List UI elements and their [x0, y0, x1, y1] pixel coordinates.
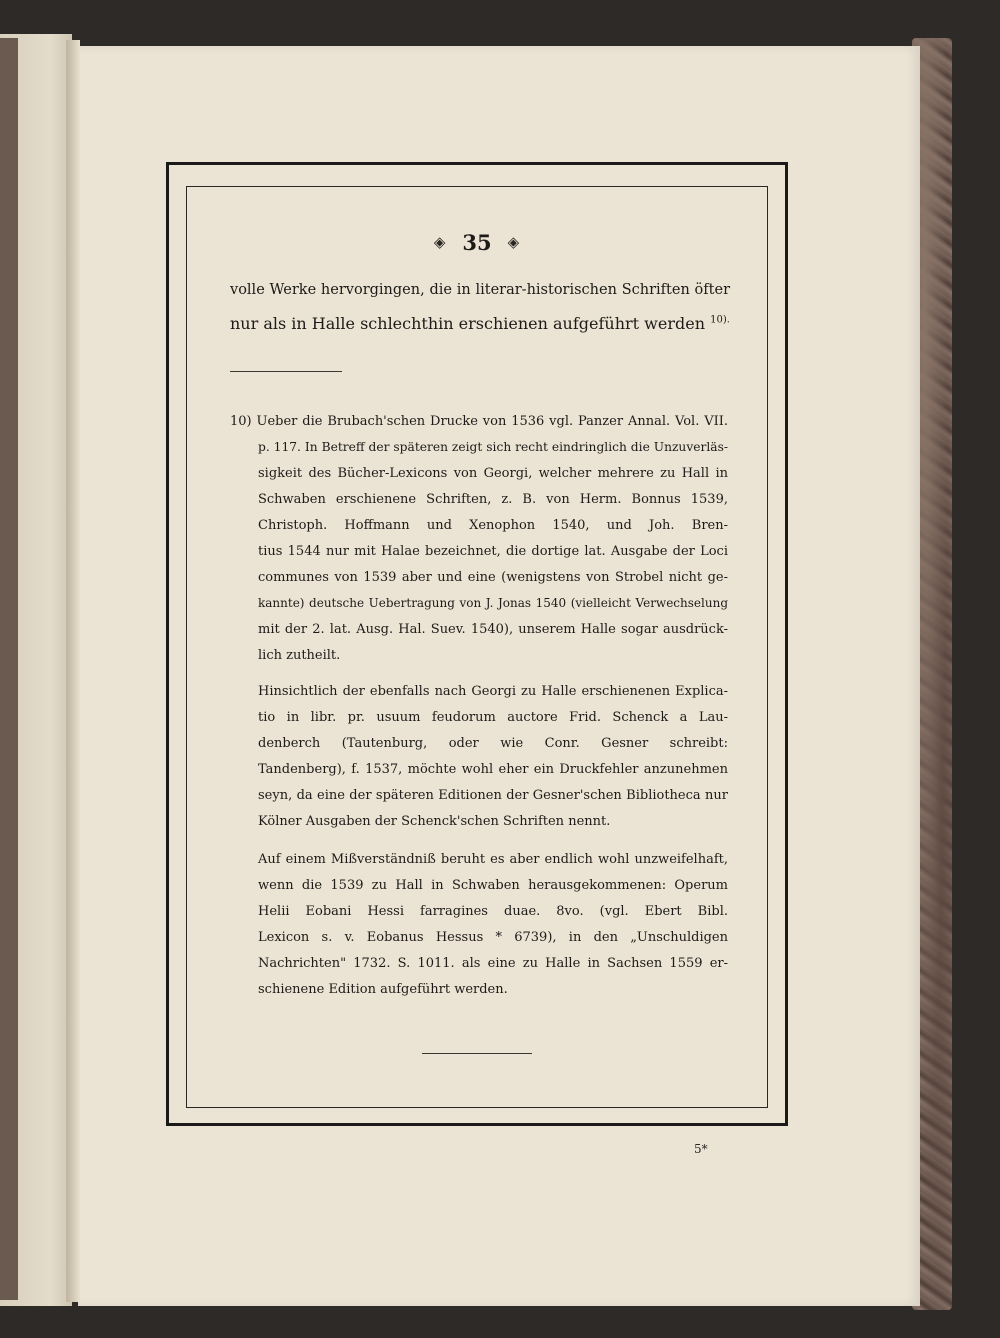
ornament-right-icon: ◈	[507, 233, 521, 251]
footnote-line: lich zutheilt.	[258, 648, 341, 663]
footnote-line: Helii Eobani Hessi farragines duae. 8vo. (vgl. Ebert Bibl.	[258, 904, 728, 919]
footnote-line: Christoph. Hoffmann und Xenophon 1540, und Joh. Bren-	[258, 518, 728, 533]
footnote-line: denberch (Tautenburg, oder wie Conr. Gesner schreibt:	[258, 736, 728, 751]
footnote-line: Auf einem Mißverständniß beruht es aber endlich wohl unzweifelhaft,	[258, 852, 728, 867]
footnote-line: Tandenberg), f. 1537, möchte wohl eher ein Druckfehler anzunehmen	[258, 762, 728, 777]
page-header	[188, 228, 766, 256]
book-gutter	[66, 40, 80, 1302]
left-cover-edge	[0, 38, 18, 1300]
footnote-ref: 10).	[710, 314, 730, 326]
footnote-line: 10) Ueber die Brubach'schen Drucke von 1536 vgl. Panzer Annal. Vol. VII.	[230, 414, 728, 429]
footnote-line: tius 1544 nur mit Halae bezeichnet, die dortige lat. Ausgabe der Loci	[258, 544, 728, 559]
page-number: 35	[462, 229, 492, 255]
footnote-line: schienene Edition aufgeführt werden.	[258, 982, 508, 997]
footnote-line: communes von 1539 aber und eine (wenigstens von Strobel nicht ge-	[258, 570, 728, 585]
footnote-line: Hinsichtlich der ebenfalls nach Georgi zu Halle erschienenen Explica-	[258, 684, 728, 699]
end-rule	[422, 1053, 532, 1054]
footnote-line: tio in libr. pr. usuum feudorum auctore Frid. Schenck a Lau-	[258, 710, 728, 725]
body-line: volle Werke hervorgingen, die in literar-historischen Schriften öfter	[230, 282, 730, 298]
footnote-rule	[230, 371, 342, 372]
body-line	[230, 314, 730, 333]
footnote-line: Kölner Ausgaben der Schenck'schen Schriften nennt.	[258, 814, 611, 829]
footnote-line: Schwaben erschienene Schriften, z. B. von Herm. Bonnus 1539,	[258, 492, 728, 507]
footnote-line: kannte) deutsche Uebertragung von J. Jonas 1540 (vielleicht Verwechselung	[258, 596, 728, 610]
body-line-text: nur als in Halle schlechthin erschienen aufgeführt werden	[230, 314, 705, 333]
footnote-line: Nachrichten" 1732. S. 1011. als eine zu Halle in Sachsen 1559 er-	[258, 956, 728, 971]
signature-mark: 5*	[694, 1142, 708, 1156]
footnote-line: p. 117. In Betreff der späteren zeigt sich recht eindringlich die Unzuverläs-	[258, 440, 728, 454]
footnote-line: wenn die 1539 zu Hall in Schwaben herausgekommenen: Operum	[258, 878, 728, 893]
footnote-line: seyn, da eine der späteren Editionen der Gesner'schen Bibliotheca nur	[258, 788, 728, 803]
footnote-line: sigkeit des Bücher-Lexicons von Georgi, welcher mehrere zu Hall in	[258, 466, 728, 481]
footnote-line: Lexicon s. v. Eobanus Hessus * 6739), in den „Unschuldigen	[258, 930, 728, 945]
ornament-left-icon: ◈	[433, 233, 447, 251]
footnote-line: mit der 2. lat. Ausg. Hal. Suev. 1540), unserem Halle sogar ausdrück-	[258, 622, 728, 637]
